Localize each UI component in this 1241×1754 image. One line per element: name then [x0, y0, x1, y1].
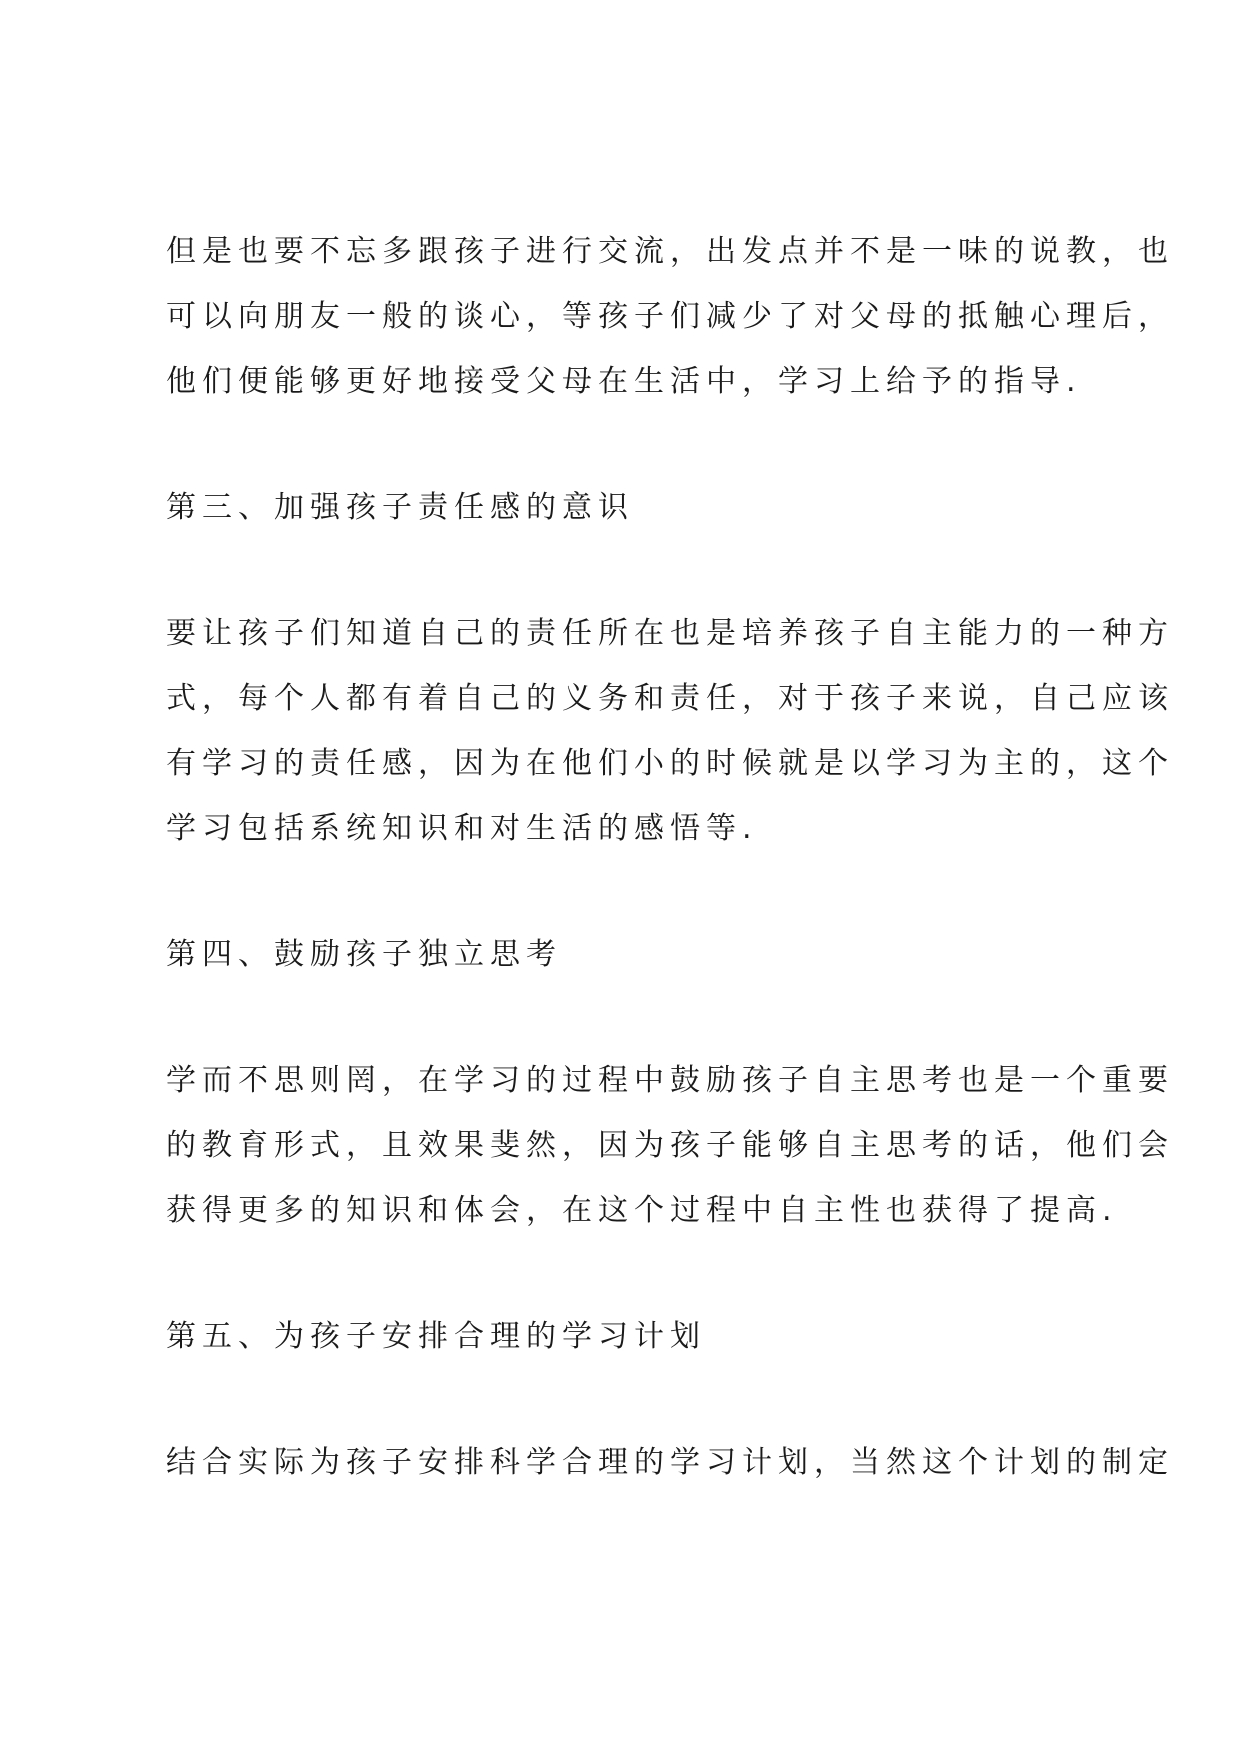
paragraph-2-line-3: 有学习的责任感，因为在他们小的时候就是以学习为主的，这个 [166, 746, 1174, 781]
paragraph-4-line-1: 结合实际为孩子安排科学合理的学习计划，当然这个计划的制定 [166, 1445, 1174, 1480]
paragraph-1-line-3: 他们便能够更好地接受父母在生活中，学习上给予的指导. [166, 364, 1082, 399]
paragraph-3-line-1: 学而不思则罔，在学习的过程中鼓励孩子自主思考也是一个重要 [166, 1063, 1174, 1098]
paragraph-2-line-4: 学习包括系统知识和对生活的感悟等. [166, 811, 758, 846]
paragraph-1-line-1: 但是也要不忘多跟孩子进行交流，出发点并不是一味的说教，也 [166, 234, 1174, 269]
paragraph-3-line-3: 获得更多的知识和体会，在这个过程中自主性也获得了提高. [166, 1193, 1118, 1228]
paragraph-2-line-2: 式，每个人都有着自己的义务和责任，对于孩子来说，自己应该 [166, 681, 1174, 716]
section-heading-3: 第三、加强孩子责任感的意识 [166, 490, 634, 525]
paragraph-3-line-2: 的教育形式，且效果斐然，因为孩子能够自主思考的话，他们会 [166, 1128, 1174, 1163]
section-heading-5: 第五、为孩子安排合理的学习计划 [166, 1319, 706, 1354]
section-heading-4: 第四、鼓励孩子独立思考 [166, 937, 562, 972]
paragraph-2-line-1: 要让孩子们知道自己的责任所在也是培养孩子自主能力的一种方 [166, 616, 1174, 651]
paragraph-1-line-2: 可以向朋友一般的谈心，等孩子们减少了对父母的抵触心理后， [166, 299, 1174, 334]
